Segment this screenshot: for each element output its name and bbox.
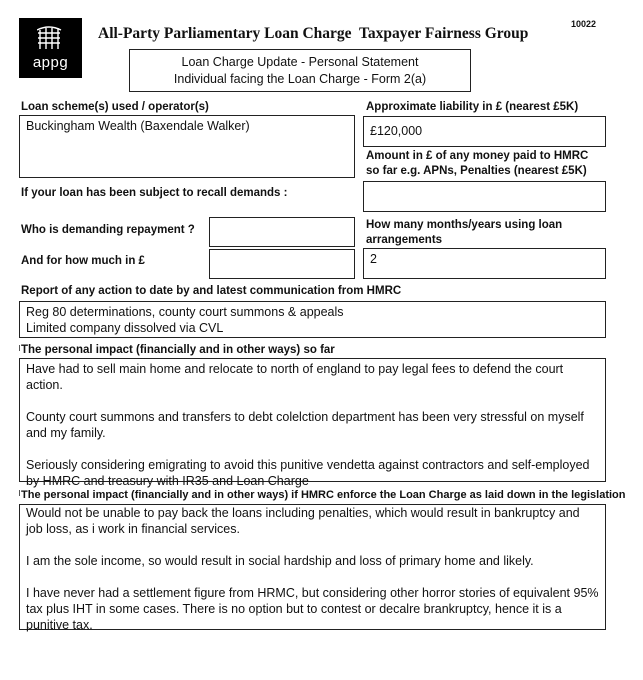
impact-if-enforced-label: The personal impact (financially and in other ways) if HMRC enforce the Loan Charge as laid down in the legislation: [21, 489, 626, 501]
logo-text: appg: [32, 54, 69, 71]
report-line-2: Limited company dissolved via CVL: [26, 321, 224, 335]
subtitle-line-2: Individual facing the Loan Charge - Form 2(a): [173, 72, 427, 86]
report-field[interactable]: [19, 301, 606, 338]
impact-so-far-field[interactable]: [19, 358, 606, 488]
appg-logo: [19, 18, 82, 78]
months-label-line-1: How many months/years using loan: [366, 219, 563, 231]
liability-field[interactable]: [363, 116, 606, 147]
enforce-paragraph-3: I have never had a settlement figure from HRMC, but considering other horror stories of equivalent 95% tax plus IHT in some cases. There is no option but to contest or decalre brankruptcy, hence it is a punitive tax.: [26, 586, 599, 632]
form-subtitle-box: [129, 49, 471, 92]
enforce-paragraph-2: I am the sole income, so would result in social hardship and loss of primary home and likely.: [26, 554, 534, 568]
enforce-paragraph-1: Would not be unable to pay back the loans including penalties, which would result in bankruptcy and job loss, as i work in financial services.: [26, 506, 580, 536]
page-title: All-Party Parliamentary Loan Charge Taxpayer Fairness Group: [98, 25, 529, 42]
report-label: Report of any action to date by and latest communication from HMRC: [21, 285, 402, 297]
recall-label: If your loan has been subject to recall demands :: [21, 187, 288, 199]
report-line-1: Reg 80 determinations, county court summons & appeals: [26, 305, 344, 319]
impact-paragraph-3: Seriously considering emigrating to avoid this punitive vendetta against contractors and self-employed by HMRC and treasury with IR35 and Loan Charge: [26, 458, 590, 488]
how-much-field[interactable]: [209, 249, 355, 279]
amount-paid-label-line-1: Amount in £ of any money paid to HMRC: [366, 150, 589, 162]
portcullis-icon: [37, 24, 64, 51]
document-number: 10022: [571, 19, 597, 29]
loan-scheme-value: Buckingham Wealth (Baxendale Walker): [26, 119, 250, 133]
liability-label: Approximate liability in £ (nearest £5K): [366, 101, 579, 113]
loan-scheme-field[interactable]: [19, 115, 355, 178]
impact-so-far-label: The personal impact (financially and in other ways) so far: [21, 344, 335, 356]
months-label: [366, 218, 562, 248]
impact-if-enforced-field[interactable]: [19, 504, 606, 630]
amount-paid-label-line-2: so far e.g. APNs, Penalties (nearest £5K): [366, 165, 587, 177]
months-field[interactable]: [363, 248, 606, 279]
how-much-label: And for how much in £: [21, 255, 145, 267]
months-value: 2: [370, 252, 377, 266]
who-demanding-label: Who is demanding repayment ?: [21, 224, 195, 236]
impact-paragraph-2: County court summons and transfers to debt colelction department has been very stressful on myself and my family.: [26, 410, 584, 440]
months-label-line-2: arrangements: [366, 234, 443, 246]
liability-value: £120,000: [370, 124, 423, 138]
impact-paragraph-1: Have had to sell main home and relocate to north of england to pay legal fees to defend the court action.: [26, 362, 564, 392]
who-demanding-field[interactable]: [209, 217, 355, 247]
loan-scheme-label: Loan scheme(s) used / operator(s): [21, 101, 209, 113]
amount-paid-field[interactable]: [363, 181, 606, 212]
subtitle-line-1: Loan Charge Update - Personal Statement: [181, 55, 419, 69]
amount-paid-label: [366, 149, 588, 179]
